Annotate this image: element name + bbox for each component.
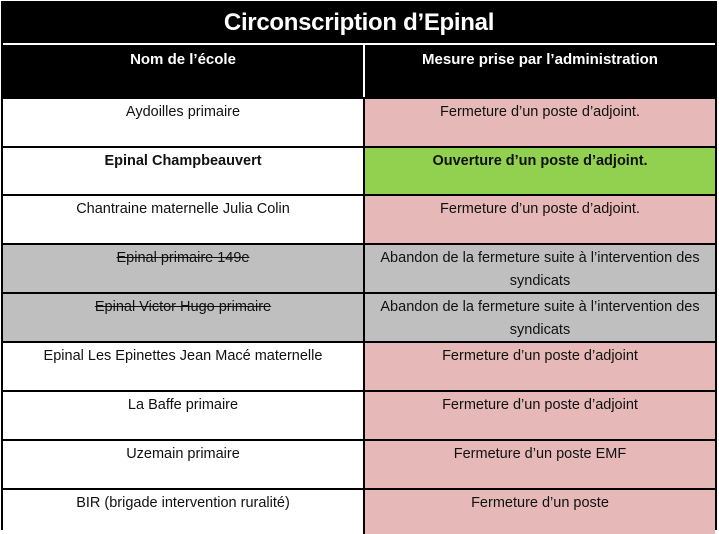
school-cell: Epinal Les Epinettes Jean Macé maternelle bbox=[3, 343, 365, 390]
table-row bbox=[3, 97, 715, 146]
table-header bbox=[3, 43, 715, 97]
table-row bbox=[3, 292, 715, 341]
measure-cell: Fermeture d’un poste d’adjoint bbox=[365, 343, 715, 390]
school-cell: La Baffe primaire bbox=[3, 392, 365, 439]
school-cell: Epinal Victor Hugo primaire bbox=[3, 294, 365, 341]
school-cell: BIR (brigade intervention ruralité) bbox=[3, 490, 365, 534]
table-row bbox=[3, 390, 715, 439]
table-row bbox=[3, 488, 715, 534]
school-cell: Chantraine maternelle Julia Colin bbox=[3, 196, 365, 243]
measure-cell: Fermeture d’un poste d’adjoint. bbox=[365, 196, 715, 243]
measure-cell: Abandon de la fermeture suite à l’intervention des syndicats bbox=[365, 294, 715, 341]
header-measure: Mesure prise par l’administration bbox=[422, 51, 658, 68]
table-row bbox=[3, 146, 715, 194]
table-body bbox=[3, 97, 715, 534]
school-cell: Epinal primaire 149e bbox=[3, 245, 365, 292]
measure-cell: Fermeture d’un poste EMF bbox=[365, 441, 715, 488]
measure-cell: Abandon de la fermeture suite à l’intervention des syndicats bbox=[365, 245, 715, 292]
measure-cell: Ouverture d’un poste d’adjoint. bbox=[365, 148, 715, 194]
measure-cell: Fermeture d’un poste d’adjoint bbox=[365, 392, 715, 439]
school-cell: Uzemain primaire bbox=[3, 441, 365, 488]
header-school: Nom de l’école bbox=[3, 45, 365, 97]
schools-table bbox=[1, 1, 717, 530]
table-row bbox=[3, 439, 715, 488]
school-cell: Epinal Champbeauvert bbox=[3, 148, 365, 194]
school-cell: Aydoilles primaire bbox=[3, 99, 365, 146]
table-row bbox=[3, 243, 715, 292]
measure-cell: Fermeture d’un poste d’adjoint. bbox=[365, 99, 715, 146]
measure-cell: Fermeture d’un poste bbox=[365, 490, 715, 534]
table-row bbox=[3, 341, 715, 390]
table-title: Circonscription d’Epinal bbox=[3, 3, 715, 43]
table-row bbox=[3, 194, 715, 243]
